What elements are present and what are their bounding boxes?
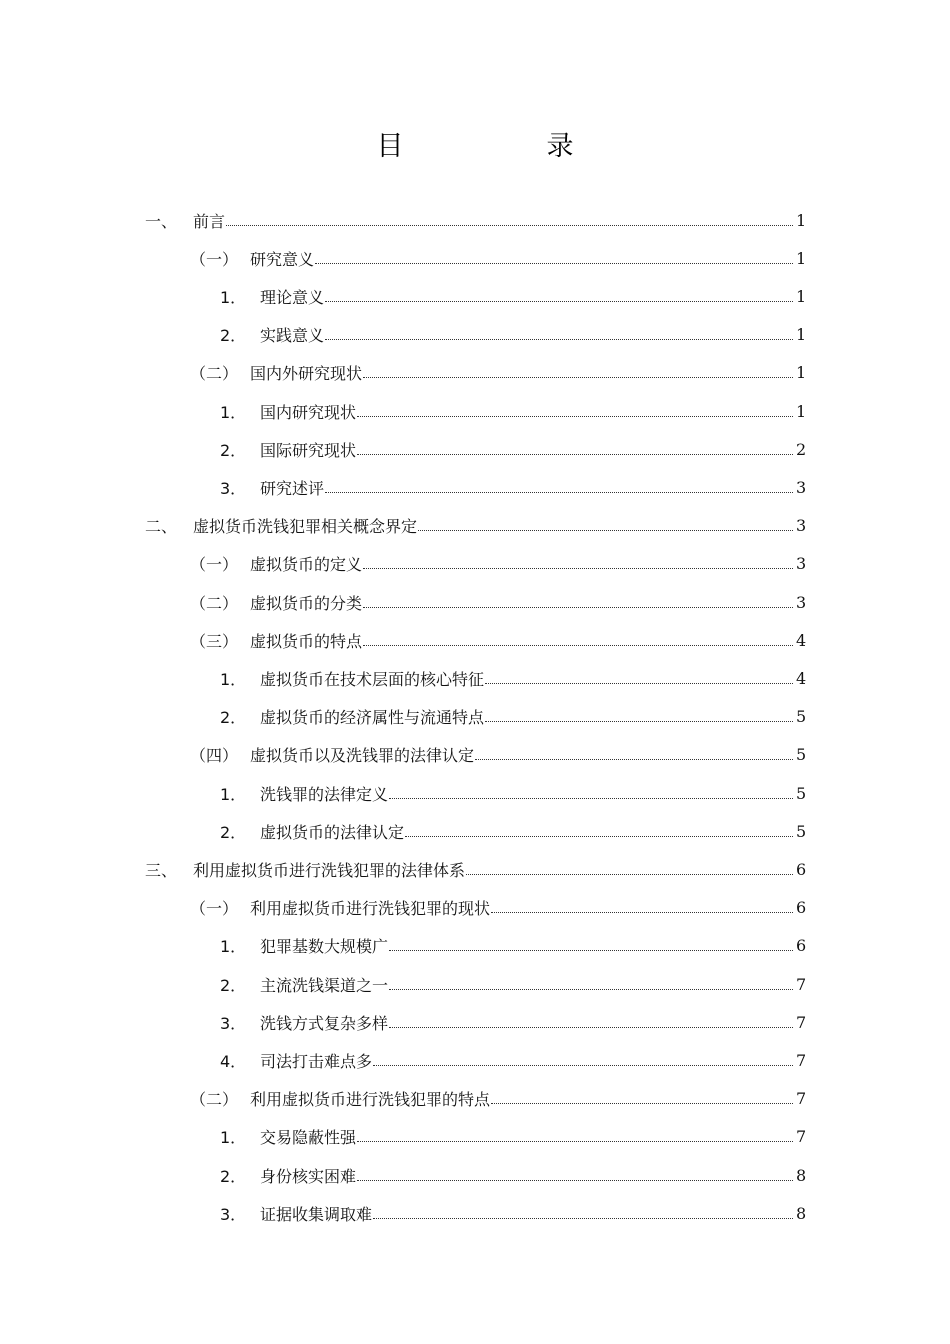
dot-leader xyxy=(491,1103,793,1104)
toc-entry-title: 主流洗钱渠道之一 xyxy=(260,975,389,995)
toc-entry-page: 3 xyxy=(796,516,807,536)
toc-entry-page: 8 xyxy=(796,1165,807,1185)
toc-entry-number: 2． xyxy=(220,440,247,460)
dot-leader xyxy=(373,1065,793,1066)
toc-entry[interactable] xyxy=(220,1194,806,1232)
dot-leader xyxy=(357,1180,793,1181)
toc-entry-title: 虚拟货币的定义 xyxy=(250,555,363,575)
toc-entry-title: 虚拟货币在技术层面的核心特征 xyxy=(260,669,485,689)
toc-entry[interactable] xyxy=(220,1156,806,1194)
toc-entry-title: 身份核实困难 xyxy=(260,1166,357,1186)
toc-entry-title: 虚拟货币的法律认定 xyxy=(260,822,405,842)
toc-entry-page: 6 xyxy=(796,898,807,918)
dot-leader xyxy=(389,1027,793,1028)
toc-entry-number: 4． xyxy=(220,1051,247,1071)
dot-leader xyxy=(363,377,793,378)
dot-leader xyxy=(363,568,793,569)
dot-leader xyxy=(405,836,793,837)
toc-entry-page: 4 xyxy=(796,630,807,650)
toc-entry-number: （二） xyxy=(190,593,239,613)
dot-leader xyxy=(363,607,793,608)
toc-entry-page: 1 xyxy=(796,286,807,306)
toc-entry-title: 国内外研究现状 xyxy=(250,364,363,384)
toc-entry-title: 研究意义 xyxy=(250,249,315,269)
toc-entry-number: 2． xyxy=(220,1166,247,1186)
toc-entry-title: 交易隐蔽性强 xyxy=(260,1128,357,1148)
toc-entry-page: 6 xyxy=(796,859,807,879)
toc-entry-number: 1． xyxy=(220,669,247,689)
toc-entry-page: 1 xyxy=(796,363,807,383)
toc-entry-page: 5 xyxy=(796,707,807,727)
toc-entry-number: 2． xyxy=(220,822,247,842)
toc-entry[interactable] xyxy=(190,889,806,927)
toc-entry-title: 洗钱罪的法律定义 xyxy=(260,784,389,804)
dot-leader xyxy=(485,721,793,722)
dot-leader xyxy=(418,530,793,531)
toc-entry-page: 3 xyxy=(796,477,807,497)
toc-entry[interactable] xyxy=(220,1118,806,1156)
toc-entry[interactable] xyxy=(190,239,806,277)
dot-leader xyxy=(357,454,793,455)
toc-entry[interactable] xyxy=(220,812,806,850)
toc-entry-title: 利用虚拟货币进行洗钱犯罪的特点 xyxy=(250,1090,491,1110)
dot-leader xyxy=(357,1141,793,1142)
toc-entry-number: 1． xyxy=(220,784,247,804)
toc-entry-page: 7 xyxy=(796,1012,807,1032)
toc-entry[interactable] xyxy=(220,774,806,812)
toc-entry[interactable] xyxy=(145,850,806,888)
dot-leader xyxy=(389,798,793,799)
toc-entry-number: 3． xyxy=(220,1013,247,1033)
toc-entry-title: 洗钱方式复杂多样 xyxy=(260,1013,389,1033)
dot-leader xyxy=(315,263,793,264)
toc-entry-number: （一） xyxy=(190,249,239,269)
toc-entry-page: 7 xyxy=(796,1127,807,1147)
toc-entry-page: 3 xyxy=(796,592,807,612)
toc-entry-title: 司法打击难点多 xyxy=(260,1051,373,1071)
toc-entry[interactable] xyxy=(190,545,806,583)
dot-leader xyxy=(485,683,793,684)
toc-entry[interactable] xyxy=(220,430,806,468)
toc-entry-number: （一） xyxy=(190,555,239,575)
toc-entry[interactable] xyxy=(220,927,806,965)
toc-entry[interactable] xyxy=(220,698,806,736)
toc-entry-title: 前言 xyxy=(193,211,226,231)
toc-entry-page: 1 xyxy=(796,401,807,421)
toc-entry[interactable] xyxy=(220,277,806,315)
toc-entry[interactable] xyxy=(190,1080,806,1118)
toc-entry[interactable] xyxy=(220,1003,806,1041)
toc-entry-number: （二） xyxy=(190,1090,239,1110)
toc-entry-page: 5 xyxy=(796,745,807,765)
dot-leader xyxy=(466,874,793,875)
toc-entry[interactable] xyxy=(190,354,806,392)
toc-entry-title: 利用虚拟货币进行洗钱犯罪的现状 xyxy=(250,899,491,919)
dot-leader xyxy=(475,759,793,760)
dot-leader xyxy=(325,301,793,302)
dot-leader xyxy=(491,912,793,913)
toc-entry-title: 实践意义 xyxy=(260,326,325,346)
toc-entry-number: （一） xyxy=(190,899,239,919)
toc-entry-title: 虚拟货币以及洗钱罪的法律认定 xyxy=(250,746,475,766)
toc-entry-number: 2． xyxy=(220,975,247,995)
toc-entry-page: 8 xyxy=(796,1203,807,1223)
toc-entry-page: 5 xyxy=(796,821,807,841)
toc-entry-title: 研究述评 xyxy=(260,478,325,498)
toc-entry-number: 1． xyxy=(220,937,247,957)
toc-entry-page: 7 xyxy=(796,1089,807,1109)
toc-entry[interactable] xyxy=(220,392,806,430)
dot-leader xyxy=(389,950,793,951)
toc-entry-page: 7 xyxy=(796,974,807,994)
toc-entry[interactable] xyxy=(220,1041,806,1079)
toc-entry[interactable] xyxy=(190,621,806,659)
toc-entry-page: 5 xyxy=(796,783,807,803)
toc-entry[interactable] xyxy=(190,583,806,621)
toc-entry-page: 1 xyxy=(796,325,807,345)
toc-entry[interactable] xyxy=(145,201,806,239)
dot-leader xyxy=(357,416,793,417)
toc-entry-title: 虚拟货币的分类 xyxy=(250,593,363,613)
dot-leader xyxy=(325,339,793,340)
dot-leader xyxy=(363,645,793,646)
toc-entry[interactable] xyxy=(220,316,806,354)
toc-entry-number: 1． xyxy=(220,287,247,307)
toc-entry-page: 6 xyxy=(796,936,807,956)
toc-entry-number: 3． xyxy=(220,1204,247,1224)
toc-entry[interactable] xyxy=(220,965,806,1003)
toc-entry-page: 4 xyxy=(796,668,807,688)
toc-entry-title: 国内研究现状 xyxy=(260,402,357,422)
toc-entry-page: 3 xyxy=(796,554,807,574)
toc-entry-number: 1． xyxy=(220,402,247,422)
toc-entry[interactable] xyxy=(145,507,806,545)
toc-entry-page: 1 xyxy=(796,248,807,268)
toc-entry-number: 1． xyxy=(220,1128,247,1148)
dot-leader xyxy=(226,225,793,226)
toc-entry-title: 虚拟货币的经济属性与流通特点 xyxy=(260,708,485,728)
toc-entry-title: 证据收集调取难 xyxy=(260,1204,373,1224)
toc-entry-number: 2． xyxy=(220,326,247,346)
dot-leader xyxy=(389,989,793,990)
toc-entry-number: （二） xyxy=(190,364,239,384)
toc-entry-number: （四） xyxy=(190,746,239,766)
toc-entry-title: 虚拟货币的特点 xyxy=(250,631,363,651)
toc-entry-number: 二、 xyxy=(145,517,178,537)
toc-entry-title: 理论意义 xyxy=(260,287,325,307)
toc-entry[interactable] xyxy=(220,468,806,506)
toc-title: 目 录 xyxy=(376,131,632,162)
toc-entry[interactable] xyxy=(190,736,806,774)
toc-entry-number: 2． xyxy=(220,708,247,728)
toc-entry[interactable] xyxy=(220,659,806,697)
toc-entry-title: 国际研究现状 xyxy=(260,440,357,460)
dot-leader xyxy=(373,1218,793,1219)
toc-entry-title: 犯罪基数大规模广 xyxy=(260,937,389,957)
toc-entry-number: 三、 xyxy=(145,860,178,880)
toc-entry-number: （三） xyxy=(190,631,239,651)
toc-entry-number: 一、 xyxy=(145,211,178,231)
toc-entry-title: 利用虚拟货币进行洗钱犯罪的法律体系 xyxy=(193,860,466,880)
toc-entry-number: 3． xyxy=(220,478,247,498)
toc-entry-page: 1 xyxy=(796,210,807,230)
toc-entry-page: 7 xyxy=(796,1050,807,1070)
toc-entry-page: 2 xyxy=(796,439,807,459)
dot-leader xyxy=(325,492,793,493)
toc-entry-title: 虚拟货币洗钱犯罪相关概念界定 xyxy=(193,517,418,537)
